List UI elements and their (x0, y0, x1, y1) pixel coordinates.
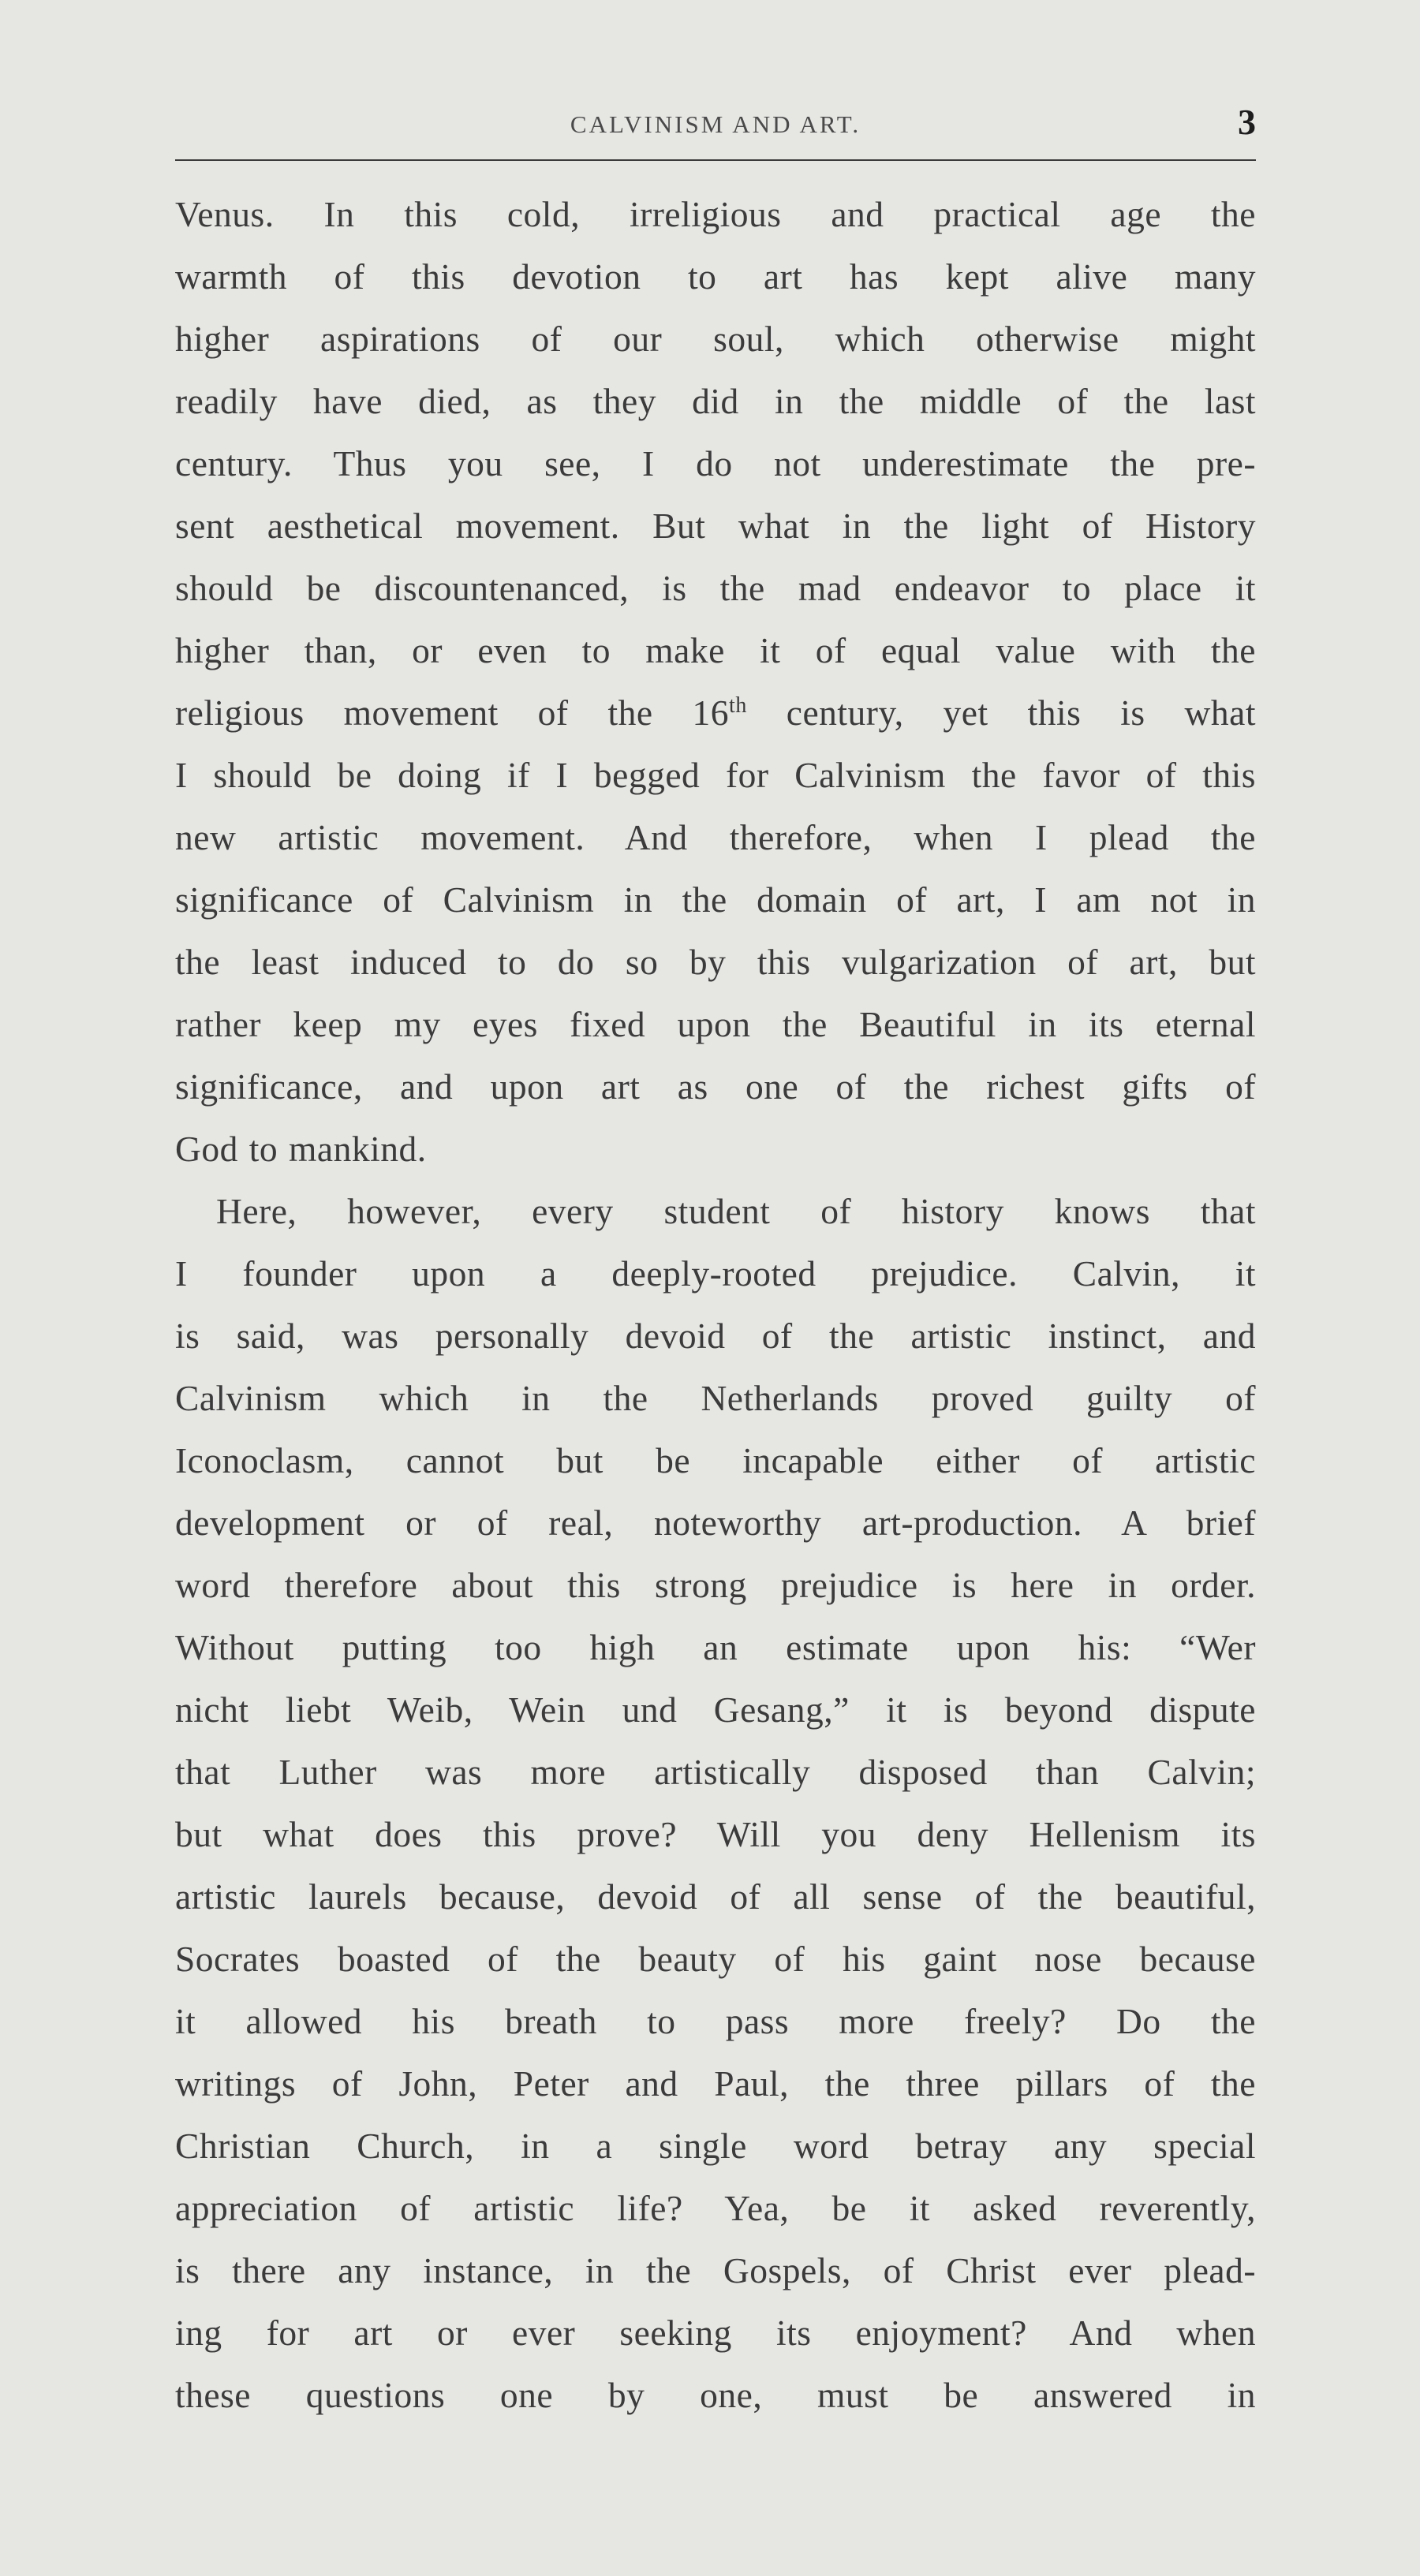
text-line: God to mankind. (175, 1129, 427, 1169)
text-line: I should be doing if I begged for Calvinism the favor of this (175, 755, 1256, 795)
text-line: Calvinism which in the Netherlands proved guilty of (175, 1378, 1256, 1418)
text-line: Socrates boasted of the beauty of his gaint nose because (175, 1939, 1256, 1979)
text-line: I founder upon a deeply-rooted prejudice. Calvin, it (175, 1253, 1256, 1294)
text-line: the least induced to do so by this vulgarization of art, but (175, 942, 1256, 982)
text-line: significance, and upon art as one of the richest gifts of (175, 1066, 1256, 1107)
text-line: should be discountenanced, is the mad endeavor to place it (175, 568, 1256, 608)
text-line: that Luther was more artistically disposed than Calvin; (175, 1752, 1256, 1792)
text-line: development or of real, noteworthy art-production. A brief (175, 1503, 1256, 1543)
text-line: nicht liebt Weib, Wein und Gesang,” it is beyond dispute (175, 1689, 1256, 1730)
text-line: Iconoclasm, cannot but be incapable either of artistic (175, 1440, 1256, 1480)
text-line: higher than, or even to make it of equal value with the (175, 630, 1256, 670)
text-line: artistic laurels because, devoid of all sense of the beautiful, (175, 1876, 1256, 1917)
page-number: 3 (1238, 102, 1256, 142)
text-line: warmth of this devotion to art has kept alive many (175, 256, 1256, 297)
text-line: readily have died, as they did in the middle of the last (175, 381, 1256, 421)
text-line: Venus. In this cold, irreligious and practical age the (175, 194, 1256, 234)
text-line: is there any instance, in the Gospels, of Christ ever plead- (175, 2250, 1256, 2290)
text-line: Without putting too high an estimate upon his: “Wer (175, 1627, 1256, 1667)
text-line: sent aesthetical movement. But what in the light of History (175, 506, 1256, 546)
paragraph-1 (175, 183, 1256, 1180)
text-line: Here, however, every student of history knows that (216, 1191, 1256, 1231)
text-line: but what does this prove? Will you deny Hellenism its (175, 1814, 1256, 1854)
running-head (175, 95, 1256, 166)
text-line: writings of John, Peter and Paul, the three pillars of the (175, 2063, 1256, 2104)
text-line: rather keep my eyes fixed upon the Beautiful in its eternal (175, 1004, 1256, 1044)
text-line: word therefore about this strong prejudice is here in order. (175, 1565, 1256, 1605)
paragraph-2 (175, 1180, 1256, 2426)
header-rule (175, 159, 1256, 161)
text-line: appreciation of artistic life? Yea, be it asked reverently, (175, 2188, 1256, 2228)
text-line: century. Thus you see, I do not underestimate the pre- (175, 443, 1256, 483)
text-line: ing for art or ever seeking its enjoyment? And when (175, 2313, 1256, 2353)
text-line: significance of Calvinism in the domain of art, I am not in (175, 879, 1256, 920)
text-line: it allowed his breath to pass more freely? Do the (175, 2001, 1256, 2041)
text-line: these questions one by one, must be answered in (175, 2375, 1256, 2415)
text-line: new artistic movement. And therefore, when I plead the (175, 817, 1256, 857)
running-title: CALVINISM AND ART. (570, 110, 861, 138)
text-line: religious movement of the 16th century, yet this is what (175, 693, 1256, 733)
text-line: higher aspirations of our soul, which otherwise might (175, 319, 1256, 359)
body-text (175, 183, 1256, 2426)
text-line: is said, was personally devoid of the artistic instinct, and (175, 1316, 1256, 1356)
text-line: Christian Church, in a single word betray any special (175, 2126, 1256, 2166)
